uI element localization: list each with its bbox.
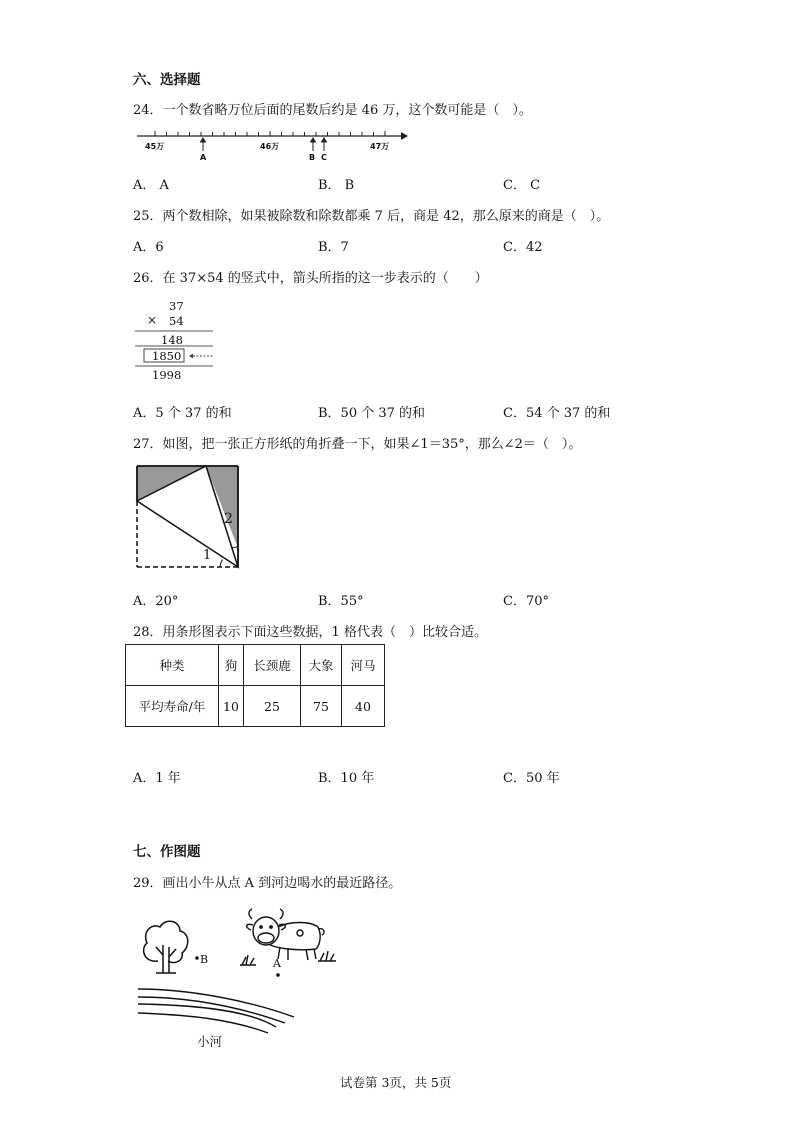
table-cell: 40 [342,686,385,727]
table-header-cell: 长颈鹿 [244,645,301,686]
q26-option-c[interactable]: C．54 个 37 的和 [503,406,611,421]
tree-icon [144,921,188,973]
q25-option-c[interactable]: C．42 [503,240,543,255]
q25-option-b[interactable]: B．7 [318,240,349,255]
vertical-multiplication-figure [135,298,225,384]
table-cell: 75 [301,686,342,727]
table-row [126,686,385,727]
q24-option-b[interactable]: B． B [318,178,355,193]
numberline-label-46: 46万 [260,142,280,151]
table-header-cell: 种类 [126,645,219,686]
table-header-cell: 河马 [342,645,385,686]
table-cell: 10 [219,686,244,727]
point-a-label: A [273,957,281,970]
times-sign: × [147,313,158,327]
q25-option-a[interactable]: A．6 [133,240,164,255]
final-product: 1998 [152,368,182,382]
numberline-label-47: 47万 [370,142,390,151]
river-scene-figure [130,905,350,1055]
multiplier: 54 [169,314,184,328]
question-25-text: 25．两个数相除，如果被除数和除数都乘 7 后，商是 42，那么原来的商是（ ）。 [133,209,610,224]
river-scene [130,905,350,1055]
river-lines [138,989,294,1033]
q27-option-b[interactable]: B．55° [318,594,364,609]
angle-1-label: 1 [203,548,212,563]
question-26-text: 26．在 37×54 的竖式中，箭头所指的这一步表示的（ ） [133,271,488,286]
page-footer: 试卷第 3页，共 5页 [340,1075,452,1090]
q28-option-b[interactable]: B．10 年 [318,771,375,786]
numberline-point-c: C [321,153,327,162]
q28-option-c[interactable]: C．50 年 [503,771,560,786]
section-heading-drawing: 七、作图题 [133,844,201,860]
table-header-cell: 大象 [301,645,342,686]
section-heading-choice: 六、选择题 [133,72,201,88]
q24-option-a[interactable]: A． A [133,178,169,193]
number-line-figure [133,127,413,167]
multiplicand: 37 [169,299,184,313]
cow-icon [247,909,324,960]
q26-option-a[interactable]: A．5 个 37 的和 [133,406,232,421]
numberline-label-45: 45万 [145,142,165,151]
question-24-text: 24．一个数省略万位后面的尾数后约是 46 万，这个数可能是（ ）。 [133,103,532,118]
table-cell: 25 [244,686,301,727]
question-29-text: 29．画出小牛从点 A 到河边喝水的最近路径。 [133,876,402,891]
q26-option-b[interactable]: B．50 个 37 的和 [318,406,426,421]
angle-2-label: 2 [224,511,233,527]
numberline-point-a: A [200,153,207,162]
q27-option-a[interactable]: A．20° [133,594,179,609]
q28-option-a[interactable]: A．1 年 [133,771,181,786]
q27-option-c[interactable]: C．70° [503,594,549,609]
partial-product-1: 148 [161,333,183,347]
q24-option-c[interactable]: C． C [503,178,541,193]
table-header-cell: 狗 [219,645,244,686]
river-label: 小河 [197,1034,223,1049]
lifespan-table [125,644,385,727]
numberline-point-b: B [309,153,316,162]
partial-product-2: 1850 [152,349,182,363]
question-28-text: 28．用条形图表示下面这些数据，1 格代表（ ）比较合适。 [133,625,487,640]
question-27-text: 27．如图，把一张正方形纸的角折叠一下，如果∠1＝35°，那么∠2＝（ ）。 [133,437,582,452]
folded-square-figure [134,463,244,571]
table-cell: 平均寿命/年 [126,686,219,727]
point-b-label: B [200,953,209,966]
table-header-row [126,645,385,686]
